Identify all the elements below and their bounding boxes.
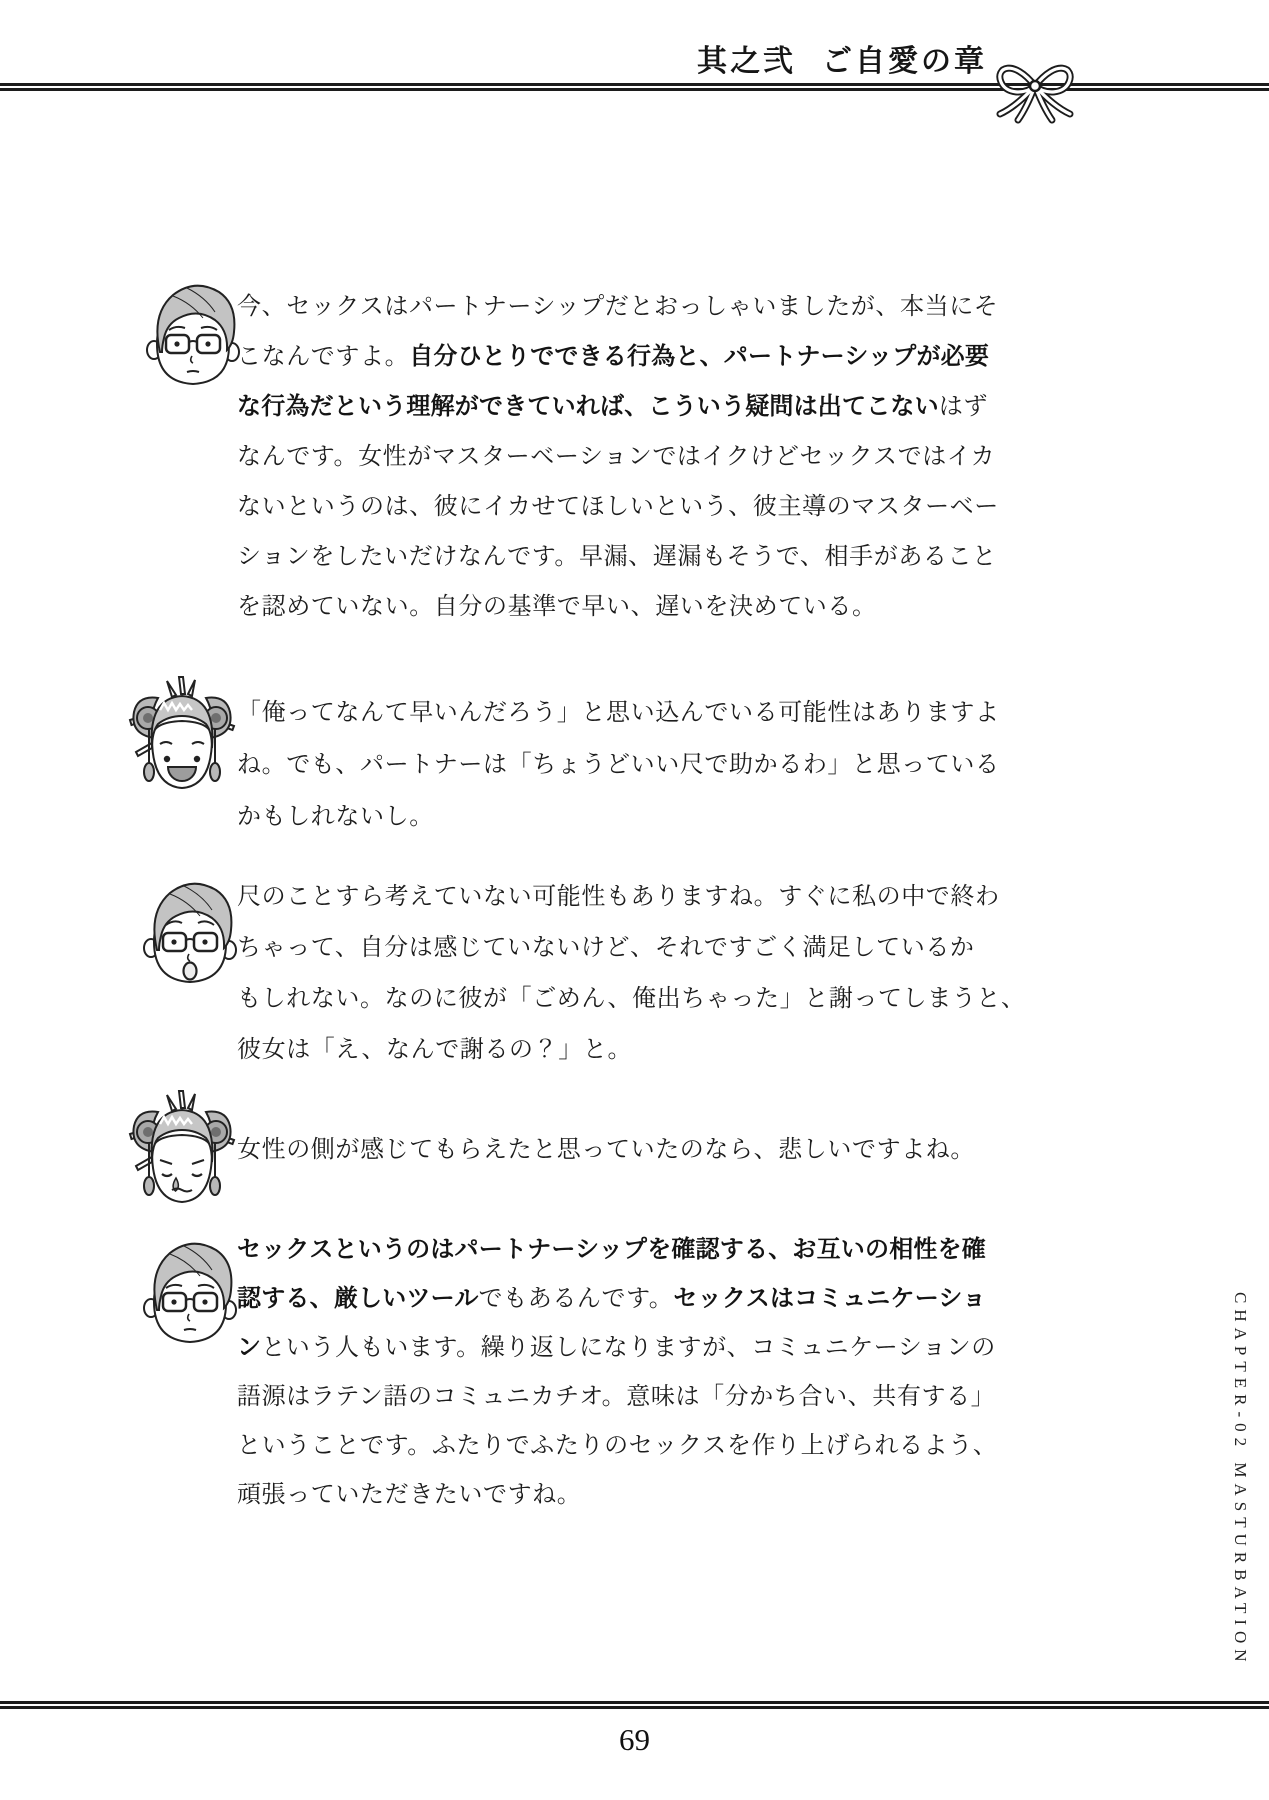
- dialogue-line: [237, 868, 1026, 919]
- body-text: 彼女は「え、なんで謝るの？」と。: [237, 1037, 633, 1063]
- body-text: 「俺ってなんて早いんだろう」と思い込んでいる可能性はありますよ: [237, 699, 1000, 726]
- page-number: 69: [619, 1722, 650, 1757]
- avatar-interviewer-sad-icon: [126, 1086, 238, 1227]
- speech-block-2-interviewer: [237, 683, 1000, 839]
- dialogue-line: [237, 578, 999, 628]
- dialogue-line: [237, 1467, 997, 1516]
- dialogue-line: [237, 1222, 997, 1271]
- chapter-side-label: CHAPTER-02 MASTURBATION: [1231, 1292, 1250, 1668]
- dialogue-line: [237, 278, 999, 328]
- speech-block-5-doctor: [237, 1222, 997, 1516]
- dialogue-line: [237, 378, 999, 428]
- dialogue-line: [237, 735, 1000, 787]
- body-text: 尺のことすら考えていない可能性もありますね。すぐに私の中で終わ: [237, 884, 1000, 910]
- avatar-doctor-surprised-icon: [140, 878, 240, 993]
- emphasis-text: ン: [237, 1334, 262, 1361]
- body-text: ということです。ふたりでふたりのセックスを作り上げられるよう、: [237, 1433, 998, 1459]
- avatar-doctor-neutral-icon: [140, 1238, 240, 1353]
- emphasis-text: セックスというのはパートナーシップを確認する、お互いの相性を確: [237, 1236, 986, 1263]
- dialogue-line: [237, 1369, 997, 1418]
- emphasis-text: 認する、厳しいツール: [237, 1285, 479, 1312]
- ribbon-bow-icon: [993, 42, 1077, 130]
- dialogue-line: [237, 1021, 1026, 1072]
- body-text: 女性の側が感じてもらえたと思っていたのなら、悲しいですよね。: [237, 1136, 975, 1163]
- body-text: 語源はラテン語のコミュニカチオ。意味は「分かち合い、共有する」: [237, 1384, 996, 1410]
- dialogue-line: [237, 919, 1026, 970]
- avatar-interviewer-smile-icon: [126, 672, 238, 813]
- emphasis-text: 自分ひとりでできる行為と、パートナーシップが必要: [409, 342, 990, 370]
- speech-block-1-doctor: [237, 278, 999, 628]
- body-text: 今、セックスはパートナーシップだとおっしゃいましたが、本当にそ: [237, 293, 999, 320]
- speech-block-3-doctor: [237, 868, 1026, 1072]
- body-text: なんです。女性がマスターベーションではイクけどセックスではイカ: [237, 443, 996, 470]
- footer-rule: [0, 1701, 1269, 1709]
- body-text: ションをしたいだけなんです。早漏、遅漏もそうで、相手があること: [237, 543, 997, 570]
- dialogue-line: [237, 1320, 997, 1369]
- body-text: かもしれないし。: [237, 803, 434, 830]
- dialogue-line: [237, 428, 999, 478]
- dialogue-line: [237, 787, 1000, 839]
- avatar-doctor-neutral-icon: [143, 280, 243, 395]
- emphasis-text: な行為だという理解ができていれば、こういう疑問は出てこない: [237, 392, 939, 420]
- dialogue-line: [237, 683, 1000, 735]
- dialogue-line: [237, 1121, 975, 1171]
- body-text: という人もいます。繰り返しになりますが、コミュニケーションの: [261, 1335, 996, 1361]
- dialogue-line: [237, 478, 999, 528]
- body-text: はず: [938, 393, 989, 420]
- body-text: こなんですよ。: [237, 343, 410, 370]
- dialogue-line: [237, 970, 1026, 1021]
- dialogue-line: [237, 1271, 997, 1320]
- body-text: ね。でも、パートナーは「ちょうどいい尺で助かるわ」と思っている: [237, 751, 1000, 778]
- chapter-title: ご自愛の章: [822, 45, 987, 78]
- body-text: ないというのは、彼にイカせてほしいという、彼主導のマスターベー: [237, 493, 999, 520]
- emphasis-text: セックスはコミュニケーショ: [673, 1285, 987, 1312]
- body-text: でもあるんです。: [478, 1286, 674, 1312]
- body-text: を認めていない。自分の基準で早い、遅いを決めている。: [237, 593, 877, 620]
- dialogue-line: [237, 328, 999, 378]
- body-text: 頑張っていただきたいですね。: [237, 1482, 582, 1508]
- body-text: もしれない。なのに彼が「ごめん、俺出ちゃった」と謝ってしまうと、: [237, 986, 1026, 1012]
- speech-block-4-interviewer: [237, 1121, 975, 1171]
- dialogue-line: [237, 1418, 997, 1467]
- chapter-heading: [697, 36, 987, 80]
- header-rule: [0, 83, 1269, 91]
- dialogue-line: [237, 528, 999, 578]
- body-text: ちゃって、自分は感じていないけど、それですごく満足しているか: [237, 935, 975, 961]
- chapter-number-label: 其之弐: [697, 45, 796, 78]
